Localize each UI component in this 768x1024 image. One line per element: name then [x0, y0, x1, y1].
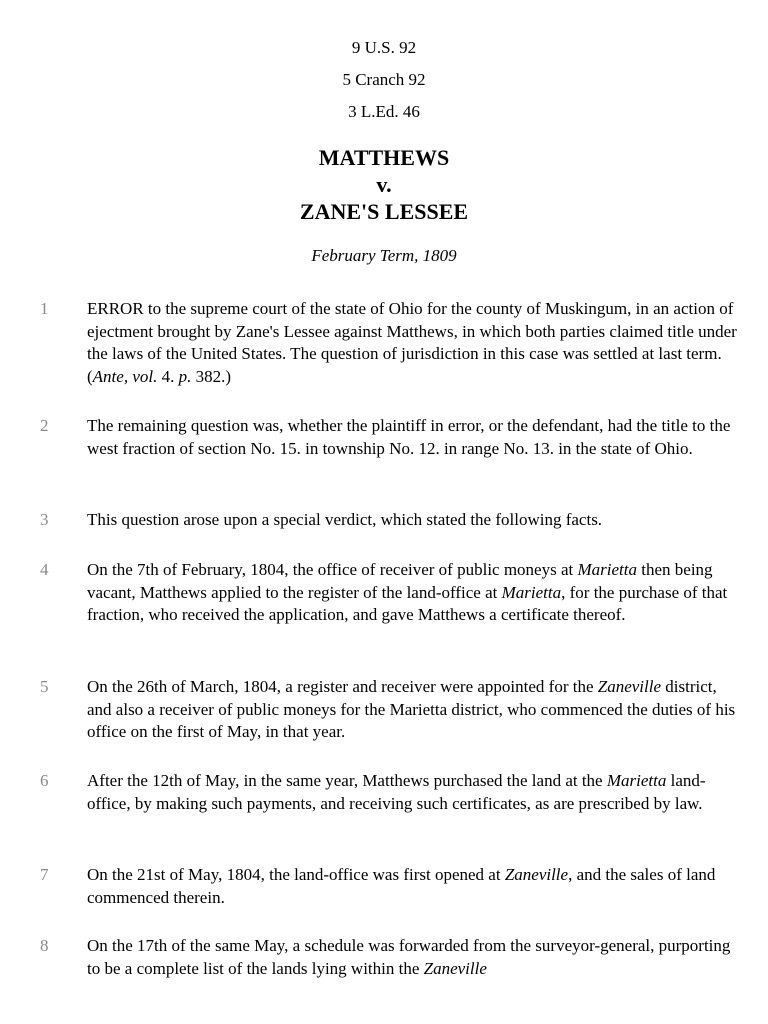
- text-run: , and the sales of land commenced therein.: [87, 865, 716, 907]
- paragraph-text: [87, 298, 737, 388]
- citation-cranch: 5 Cranch 92: [342, 70, 426, 89]
- italic-text: Marietta: [577, 560, 637, 579]
- paragraph-number: 6: [40, 771, 49, 790]
- court-term: February Term, 1809: [311, 246, 457, 265]
- case-title-party-2: ZANE'S LESSEE: [299, 199, 469, 224]
- paragraph-text: [87, 770, 737, 815]
- text-run: then being vacant, Matthews applied to the register of the land-office at: [87, 560, 713, 602]
- text-run: district, and also a receiver of public moneys for the Marietta district, who commenced the duties of his office on the first of May, in that year.: [87, 677, 736, 741]
- italic-text: Zaneville: [597, 677, 662, 696]
- italic-text: p.: [178, 366, 192, 386]
- paragraph-number: 2: [40, 416, 49, 435]
- case-title-versus: v.: [376, 172, 392, 197]
- italic-text: Ante, vol.: [92, 366, 158, 386]
- paragraph-text: [87, 676, 737, 744]
- citation-us-reports: 9 U.S. 92: [351, 38, 417, 57]
- paragraph-text: [87, 509, 737, 532]
- paragraph-text: [87, 559, 737, 627]
- text-run: 4.: [157, 366, 179, 386]
- text-run: On the 21st of May, 1804, the land-office was first opened at: [87, 865, 505, 884]
- paragraph-text: [87, 415, 737, 460]
- case-title-party-1: MATTHEWS: [318, 145, 450, 170]
- text-run: , for the purchase of that fraction, who received the application, and gave Matthews a certificate thereof.: [87, 582, 728, 624]
- paragraph-text: [87, 864, 737, 909]
- text-run: On the 7th of February, 1804, the office of receiver of public moneys at: [87, 560, 578, 579]
- text-run: ERROR to the supreme court of the state of Ohio for the county of Muskingum, in an action of ejectment brought by Zane's Lessee against Matthews, in which both parties claimed title under the laws of the United States. The question of jurisdiction in this case was settled at last term. (: [87, 299, 737, 386]
- paragraph-number: 7: [40, 865, 49, 884]
- paragraph-text: [87, 935, 737, 980]
- text-run: On the 17th of the same May, a schedule was forwarded from the surveyor-general, purporting to be a complete list of the lands lying within the: [87, 936, 731, 978]
- italic-text: Zaneville: [504, 865, 569, 884]
- text-run: After the 12th of May, in the same year, Matthews purchased the land at the: [87, 771, 607, 790]
- paragraph-number: 8: [40, 936, 49, 955]
- text-run: 382.): [191, 366, 232, 386]
- text-run: land-office, by making such payments, and receiving such certificates, as are prescribed by law.: [87, 771, 706, 813]
- text-run: The remaining question was, whether the plaintiff in error, or the defendant, had the title to the west fraction of section No. 15. in township No. 12. in range No. 13. in the state of Ohio.: [87, 416, 731, 458]
- case-citations: [0, 32, 768, 128]
- italic-text: Marietta: [501, 582, 562, 602]
- case-title: [0, 144, 768, 225]
- paragraph-number: 4: [40, 560, 49, 579]
- italic-text: Marietta: [606, 771, 667, 790]
- paragraph-number: 3: [40, 510, 49, 529]
- text-run: On the 26th of March, 1804, a register and receiver were appointed for the: [87, 677, 598, 696]
- citation-lawyers-edition: 3 L.Ed. 46: [348, 102, 420, 121]
- paragraph-number: 5: [40, 677, 49, 696]
- text-run: This question arose upon a special verdict, which stated the following facts.: [87, 510, 603, 529]
- italic-text: Zaneville: [423, 958, 487, 978]
- paragraph-number: 1: [40, 299, 49, 318]
